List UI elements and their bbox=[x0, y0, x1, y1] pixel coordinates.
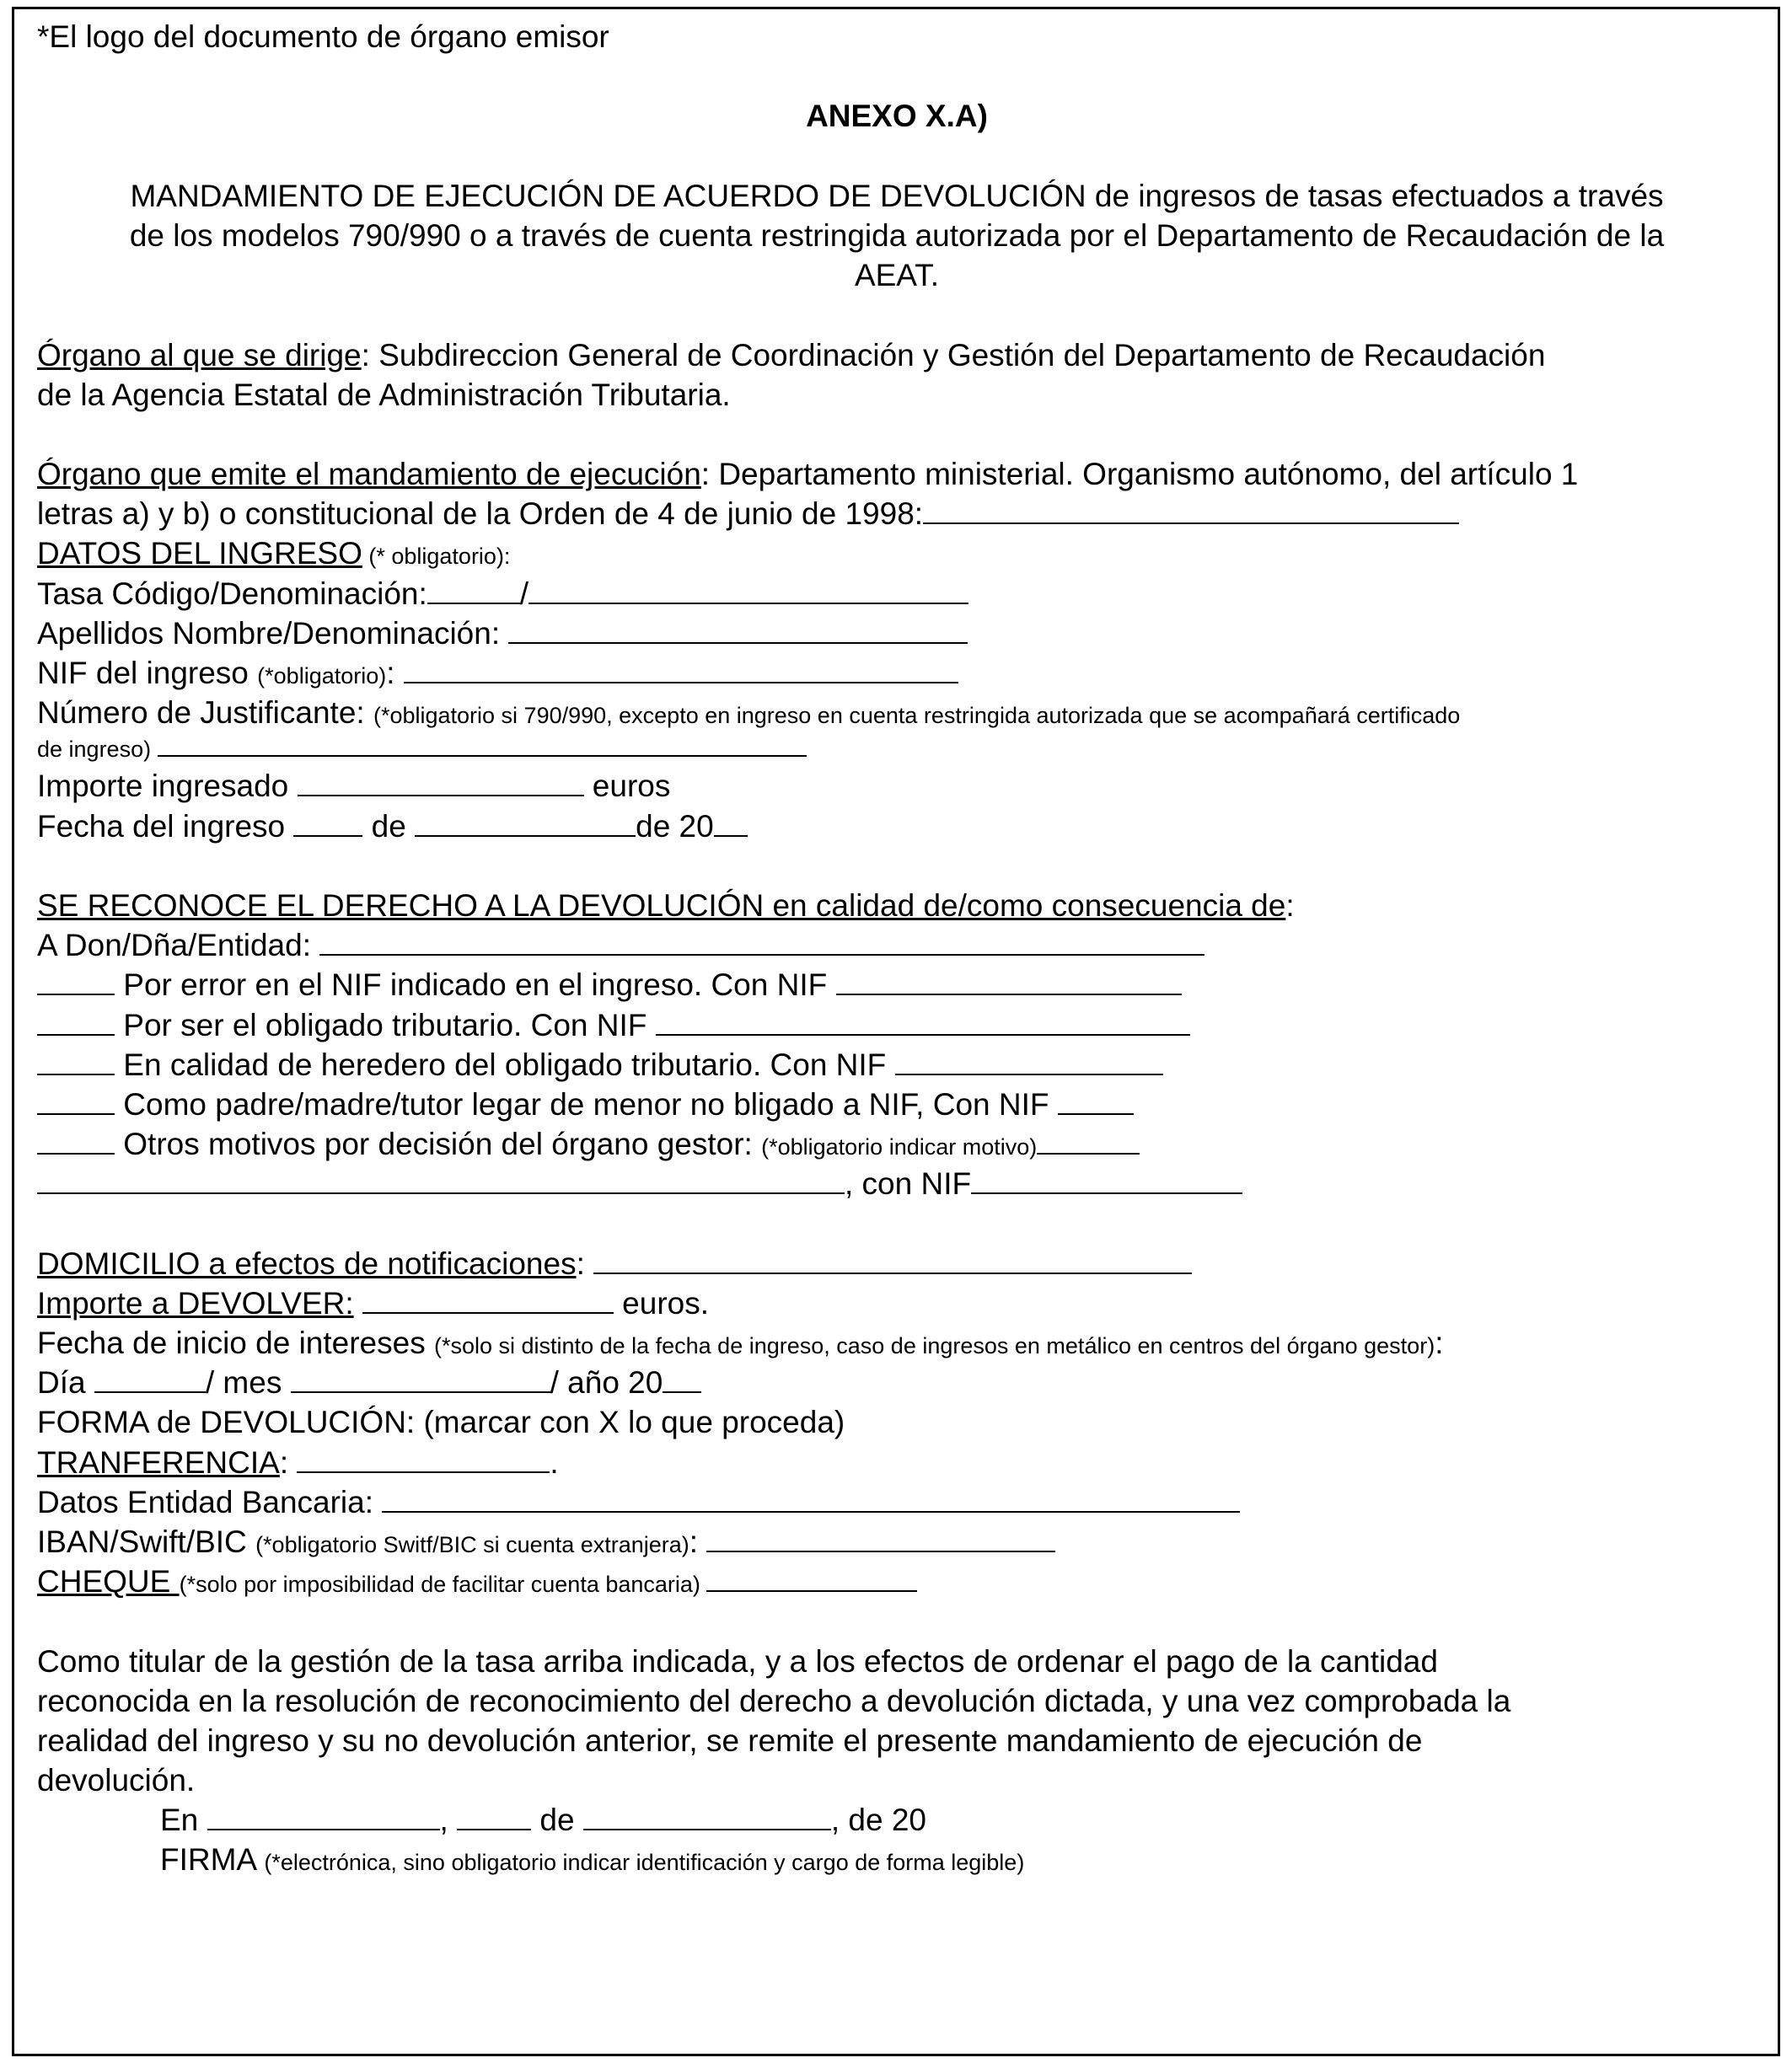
apellidos-field[interactable] bbox=[508, 615, 968, 644]
datos-entidad-field[interactable] bbox=[382, 1484, 1240, 1513]
organo-emite-field[interactable] bbox=[923, 496, 1459, 524]
transferencia-end: . bbox=[550, 1444, 559, 1480]
organo-emite-value-2: letras a) y b) o constitucional de la Orden de 4 de junio de 1998: bbox=[37, 496, 924, 532]
apellidos-row bbox=[37, 614, 1757, 653]
a-don-label: A Don/Dña/Entidad: bbox=[37, 928, 320, 963]
signature-place-date-row bbox=[37, 1800, 1757, 1840]
otros-motivo-field-2[interactable] bbox=[37, 1165, 845, 1194]
fecha-ingreso-label: Fecha del ingreso bbox=[37, 808, 294, 844]
organo-emite-line-1 bbox=[37, 454, 1757, 494]
nif-ingreso-label: NIF del ingreso bbox=[37, 656, 258, 690]
reconoce-heading bbox=[37, 886, 1757, 925]
organo-dirige-line-1 bbox=[37, 335, 1757, 375]
datos-entidad-row bbox=[37, 1482, 1757, 1522]
fecha-ingreso-row bbox=[37, 806, 1757, 846]
cheque-note: (*solo por imposibilidad de facilitar cuenta bancaria) bbox=[179, 1572, 707, 1598]
fecha-dia-field[interactable] bbox=[293, 808, 362, 837]
datos-ingreso-note: (* obligatorio): bbox=[362, 544, 511, 570]
importe-devolver-row bbox=[37, 1283, 1757, 1323]
forma-devolucion: FORMA de DEVOLUCIÓN: (marcar con X lo que proceda) bbox=[37, 1405, 845, 1440]
place-field[interactable] bbox=[207, 1802, 440, 1830]
justificante-note: (*obligatorio si 790/990, excepto en ingreso en cuenta restringida autorizada que se acompañará certificado bbox=[373, 703, 1461, 729]
fecha-intereses-colon: : bbox=[1435, 1326, 1444, 1360]
option-otros-motivo-field[interactable] bbox=[1037, 1133, 1140, 1155]
tasa-separator: / bbox=[519, 576, 529, 611]
option-heredero-checkbox[interactable] bbox=[37, 1047, 115, 1075]
datos-ingreso-title: DATOS DEL INGRESO bbox=[37, 536, 362, 571]
fecha-intereses-anio-label: / año 20 bbox=[550, 1365, 663, 1401]
a-don-row bbox=[37, 925, 1757, 965]
organo-emite-value: : Departamento ministerial. Organismo autónomo, del artículo 1 bbox=[700, 457, 1579, 492]
firma-row bbox=[37, 1840, 1757, 1879]
option-otros bbox=[37, 1124, 1757, 1164]
importe-ingresado-row bbox=[37, 766, 1757, 806]
fecha-intereses-date-row bbox=[37, 1363, 1757, 1402]
firma-label: FIRMA bbox=[160, 1842, 265, 1878]
option-tutor-field[interactable] bbox=[1058, 1086, 1134, 1115]
nif-ingreso-note: (*obligatorio) bbox=[257, 663, 387, 689]
organo-dirige-label: Órgano al que se dirige bbox=[37, 337, 362, 372]
tasa-codigo-field[interactable] bbox=[427, 576, 520, 604]
option-heredero bbox=[37, 1045, 1757, 1085]
sign-de-label: de bbox=[531, 1803, 583, 1838]
cheque-field[interactable] bbox=[706, 1563, 917, 1592]
importe-ingresado-label: Importe ingresado bbox=[37, 769, 298, 804]
importe-devolver-label: Importe a DEVOLVER: bbox=[37, 1285, 354, 1321]
organo-dirige-line-2: de la Agencia Estatal de Administración Tributaria. bbox=[37, 377, 731, 412]
place-comma: , bbox=[439, 1803, 458, 1838]
domicilio-field[interactable] bbox=[593, 1246, 1192, 1274]
fecha-intereses-mes-label: / mes bbox=[205, 1365, 291, 1401]
fecha-intereses-note: (*solo si distinto de la fecha de ingreso, caso de ingresos en metálico en centros del órgano gestor) bbox=[434, 1333, 1435, 1358]
fecha-mes-field[interactable] bbox=[415, 808, 636, 837]
place-label: En bbox=[160, 1803, 207, 1838]
fecha-de: de bbox=[362, 808, 416, 844]
organo-emite-label: Órgano que emite el mandamiento de ejecución bbox=[37, 457, 701, 492]
fecha-intereses-label: Fecha de inicio de intereses bbox=[37, 1326, 434, 1360]
domicilio-row bbox=[37, 1244, 1757, 1283]
closing-line-3: realidad del ingreso y su no devolución anterior, se remite el presente mandamiento de ejecución de bbox=[37, 1723, 1423, 1758]
fecha-de20: de 20 bbox=[636, 808, 714, 844]
nif-ingreso-field[interactable] bbox=[404, 655, 958, 683]
fecha-intereses-dia-label: Día bbox=[37, 1365, 94, 1401]
main-title-line-1: MANDAMIENTO DE EJECUCIÓN DE ACUERDO DE DEVOLUCIÓN de ingresos de tasas efectuados a través bbox=[130, 178, 1664, 213]
option-obligado-checkbox[interactable] bbox=[37, 1007, 115, 1036]
nif-ingreso-row bbox=[37, 653, 1757, 693]
datos-ingreso-heading bbox=[37, 533, 1757, 573]
sign-day-field[interactable] bbox=[457, 1802, 531, 1830]
a-don-field[interactable] bbox=[319, 927, 1205, 956]
domicilio-colon: : bbox=[576, 1246, 594, 1281]
option-error-nif bbox=[37, 965, 1757, 1005]
fecha-intereses-dia-field[interactable] bbox=[94, 1364, 206, 1393]
transferencia-field[interactable] bbox=[297, 1444, 550, 1473]
cheque-row bbox=[37, 1562, 1757, 1601]
reconoce-colon: : bbox=[1285, 887, 1295, 923]
iban-label: IBAN/Swift/BIC bbox=[37, 1524, 256, 1559]
firma-note: (*electrónica, sino obligatorio indicar identificación y cargo de forma legible) bbox=[264, 1850, 1025, 1876]
transferencia-colon: : bbox=[279, 1444, 298, 1480]
annex-title: ANEXO X.A) bbox=[806, 99, 988, 134]
option-obligado-field[interactable] bbox=[656, 1007, 1190, 1036]
option-error-nif-label: Por error en el NIF indicado en el ingreso. Con NIF bbox=[115, 967, 836, 1003]
importe-ingresado-unit: euros bbox=[583, 769, 671, 804]
justificante-label: Número de Justificante: bbox=[37, 695, 373, 731]
option-tutor-checkbox[interactable] bbox=[37, 1086, 115, 1115]
option-tutor bbox=[37, 1085, 1757, 1124]
option-heredero-field[interactable] bbox=[895, 1047, 1163, 1075]
tasa-row bbox=[37, 574, 1757, 614]
fecha-anio-field[interactable] bbox=[714, 808, 748, 837]
fecha-intereses-mes-field[interactable] bbox=[291, 1364, 550, 1393]
tasa-denominacion-field[interactable] bbox=[528, 576, 968, 604]
transferencia-row bbox=[37, 1443, 1757, 1482]
apellidos-label: Apellidos Nombre/Denominación: bbox=[37, 615, 509, 651]
option-obligado-label: Por ser el obligado tributario. Con NIF bbox=[115, 1007, 656, 1042]
domicilio-label: DOMICILIO a efectos de notificaciones bbox=[37, 1246, 577, 1281]
option-otros-label: Otros motivos por decisión del órgano gestor: bbox=[115, 1127, 762, 1162]
logo-note-text: *El logo del documento de órgano emisor bbox=[37, 19, 609, 54]
cheque-label: CHEQUE bbox=[37, 1564, 180, 1599]
option-error-nif-checkbox[interactable] bbox=[37, 967, 115, 995]
justificante-row-2 bbox=[37, 732, 1757, 766]
iban-field[interactable] bbox=[706, 1524, 1055, 1552]
justificante-field[interactable] bbox=[158, 737, 807, 757]
justificante-row bbox=[37, 693, 1757, 732]
option-otros-note: (*obligatorio indicar motivo) bbox=[761, 1134, 1038, 1160]
fecha-intereses-row bbox=[37, 1323, 1757, 1363]
iban-colon: : bbox=[689, 1524, 707, 1559]
tasa-label: Tasa Código/Denominación: bbox=[37, 576, 427, 611]
option-heredero-label: En calidad de heredero del obligado tributario. Con NIF bbox=[115, 1047, 895, 1082]
reconoce-title: SE RECONOCE EL DERECHO A LA DEVOLUCIÓN en calidad de/como consecuencia de bbox=[37, 887, 1286, 923]
datos-entidad-label: Datos Entidad Bancaria: bbox=[37, 1484, 383, 1519]
closing-line-2: reconocida en la resolución de reconocimiento del derecho a devolución dictada, y una vez comprobada la bbox=[37, 1683, 1511, 1718]
option-otros-checkbox[interactable] bbox=[37, 1126, 115, 1155]
sign-year-label: , de 20 bbox=[830, 1803, 926, 1838]
otros-con-nif-label: , con NIF bbox=[845, 1166, 972, 1202]
option-tutor-label: Como padre/madre/tutor legar de menor no bligado a NIF, Con NIF bbox=[115, 1086, 1058, 1122]
importe-devolver-unit: euros. bbox=[613, 1285, 710, 1321]
option-error-nif-field[interactable] bbox=[836, 967, 1182, 995]
closing-line-1: Como titular de la gestión de la tasa arriba indicada, y a los efectos de ordenar el pago de la cantidad bbox=[37, 1643, 1438, 1679]
otros-nif-row bbox=[37, 1164, 1757, 1203]
sign-month-field[interactable] bbox=[583, 1802, 831, 1830]
main-title-line-3: AEAT. bbox=[854, 258, 940, 293]
transferencia-label: TRANFERENCIA bbox=[37, 1444, 280, 1480]
main-title-line-2: de los modelos 790/990 o a través de cuenta restringida autorizada por el Departamento de Recaudación de la bbox=[129, 217, 1665, 253]
nif-ingreso-colon: : bbox=[386, 656, 404, 690]
iban-row bbox=[37, 1522, 1757, 1562]
otros-nif-field[interactable] bbox=[971, 1165, 1242, 1194]
importe-ingresado-field[interactable] bbox=[298, 768, 584, 796]
organo-emite-line-2 bbox=[37, 494, 1757, 533]
justificante-note-2: de ingreso) bbox=[37, 737, 158, 763]
fecha-intereses-anio-field[interactable] bbox=[663, 1364, 701, 1393]
document-content bbox=[37, 17, 1757, 1880]
organo-dirige-value: : Subdireccion General de Coordinación y Gestión del Departamento de Recaudación bbox=[361, 337, 1546, 372]
importe-devolver-field[interactable] bbox=[362, 1285, 614, 1314]
option-obligado bbox=[37, 1005, 1757, 1045]
iban-note: (*obligatorio Switf/BIC si cuenta extranjera) bbox=[255, 1531, 689, 1557]
logo-note bbox=[37, 17, 1757, 56]
closing-line-4: devolución. bbox=[37, 1763, 196, 1798]
